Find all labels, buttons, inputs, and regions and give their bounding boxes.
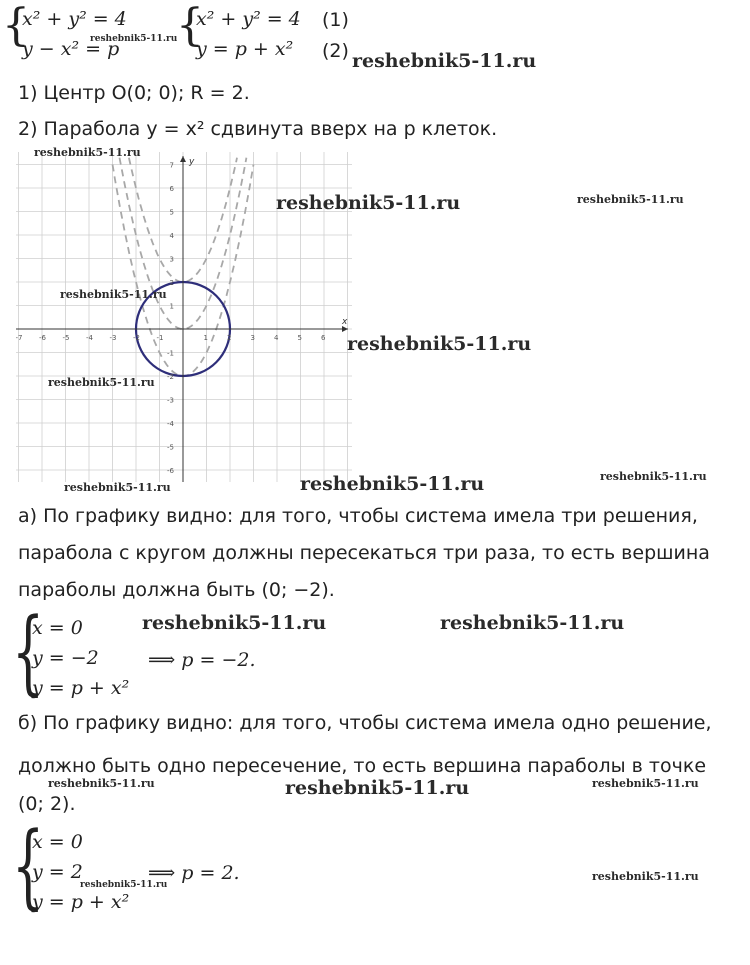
y-tick-label: 3: [169, 255, 174, 264]
watermark: reshebnik5-11.ru: [440, 612, 625, 634]
x-tick-label: -3: [109, 334, 117, 342]
x-tick-label: 3: [250, 334, 255, 342]
watermark: reshebnik5-11.ru: [48, 777, 155, 790]
x-tick-label: -4: [86, 334, 93, 342]
part-a-sys-2: y = −2: [32, 647, 99, 669]
equation-number-1: (1): [322, 9, 349, 31]
part-a-sys-3: y = p + x²: [32, 677, 130, 699]
step-2-parabola: 2) Парабола y = x² сдвинута вверх на p клеток.: [18, 118, 498, 140]
y-axis-arrow: [180, 156, 186, 162]
x-axis-label: x: [342, 317, 348, 327]
part-b-sys-3: y = p + x²: [32, 891, 130, 913]
x-tick-label: 4: [274, 334, 279, 342]
watermark: reshebnik5-11.ru: [285, 777, 470, 799]
equation-number-2: (2): [322, 40, 349, 62]
part-b-line-2: должно быть одно пересечение, то есть вершина параболы в точке: [18, 755, 707, 777]
y-tick-label: -3: [167, 396, 174, 405]
y-tick-label: -5: [167, 443, 174, 452]
system1-line2: y − x² = p: [22, 38, 120, 60]
part-b-sys-2: y = 2: [32, 861, 83, 883]
part-a-line-3: параболы должна быть (0; −2).: [18, 579, 335, 601]
y-tick-label: 7: [169, 161, 174, 170]
part-b-line-1: б) По графику видно: для того, чтобы система имела одно решение,: [18, 712, 712, 734]
watermark: reshebnik5-11.ru: [90, 34, 178, 44]
y-tick-label: 2: [169, 279, 174, 287]
y-tick-label: -6: [167, 467, 174, 475]
y-tick-label: 4: [169, 232, 174, 240]
step-1-center: 1) Центр O(0; 0); R = 2.: [18, 82, 250, 104]
x-tick-label: -2: [133, 334, 140, 342]
watermark: reshebnik5-11.ru: [142, 612, 327, 634]
part-b-brace: {: [12, 812, 45, 919]
x-tick-label: -1: [156, 334, 164, 342]
watermark: reshebnik5-11.ru: [592, 777, 699, 790]
watermark: reshebnik5-11.ru: [352, 50, 537, 72]
top-brace-1: {: [2, 0, 30, 51]
x-tick-label: 2: [227, 334, 232, 342]
y-tick-label: 6: [169, 185, 174, 193]
x-tick-label: -7: [16, 334, 23, 342]
watermark: reshebnik5-11.ru: [48, 376, 155, 389]
part-a-brace: {: [12, 598, 45, 705]
part-a-result: ⟹ p = −2.: [148, 649, 256, 671]
x-tick-label: 6: [321, 334, 326, 342]
y-tick-label: 5: [169, 208, 174, 217]
part-b-sys-1: x = 0: [32, 831, 83, 853]
x-tick-label: 5: [297, 334, 302, 342]
watermark: reshebnik5-11.ru: [592, 870, 699, 883]
watermark: reshebnik5-11.ru: [600, 470, 707, 483]
x-tick-label: -6: [39, 334, 46, 342]
part-b-line-3: (0; 2).: [18, 793, 76, 815]
x-tick-label: -5: [62, 334, 70, 342]
part-b-result: ⟹ p = 2.: [148, 862, 240, 884]
x-tick-label: 1: [203, 334, 208, 342]
watermark: reshebnik5-11.ru: [80, 880, 168, 890]
y-tick-label: -1: [167, 349, 174, 358]
y-axis-label: y: [189, 157, 195, 167]
part-a-sys-1: x = 0: [32, 617, 83, 639]
watermark: reshebnik5-11.ru: [300, 473, 485, 495]
top-brace-2: {: [176, 0, 204, 51]
y-tick-label: -4: [167, 420, 174, 428]
y-tick-label: 1: [169, 302, 174, 311]
watermark: reshebnik5-11.ru: [60, 288, 167, 301]
watermark: reshebnik5-11.ru: [64, 481, 171, 494]
system1-line1: x² + y² = 4: [22, 8, 127, 30]
watermark: reshebnik5-11.ru: [34, 146, 141, 159]
watermark: reshebnik5-11.ru: [347, 333, 532, 355]
part-a-line-2: парабола с кругом должны пересекаться три раза, то есть вершина: [18, 542, 710, 564]
watermark: reshebnik5-11.ru: [276, 192, 461, 214]
system2-line2: y = p + x²: [196, 38, 294, 60]
part-a-line-1: а) По графику видно: для того, чтобы система имела три решения,: [18, 505, 698, 527]
watermark: reshebnik5-11.ru: [577, 193, 684, 206]
y-tick-label: -2: [167, 373, 174, 381]
system2-line1: x² + y² = 4: [196, 8, 301, 30]
